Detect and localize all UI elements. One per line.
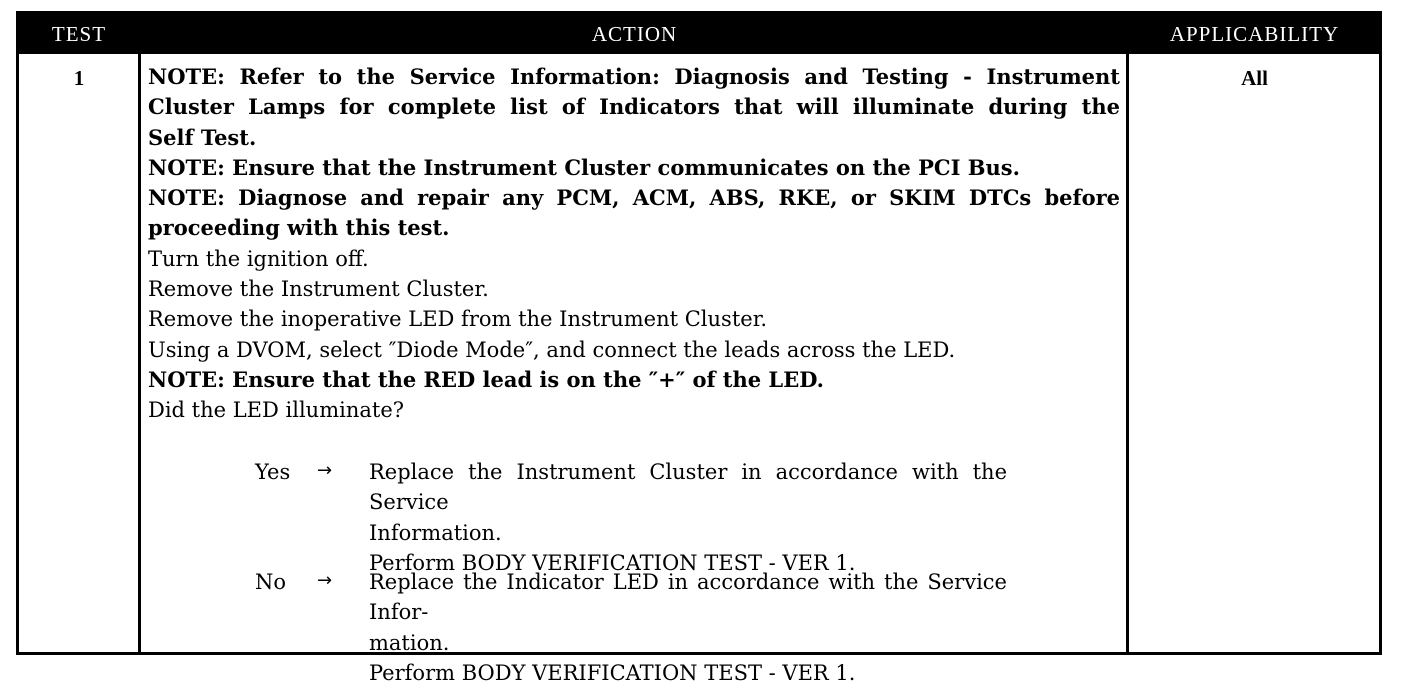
action-line: Self Test.: [148, 124, 257, 150]
action-line: Remove the inoperative LED from the Instrument Cluster.: [148, 307, 768, 332]
action-line: proceeding with this test.: [148, 215, 450, 241]
no-line: Replace the Indicator LED in accordance with the Service Infor-: [369, 570, 1007, 625]
no-line: Perform BODY VERIFICATION TEST - VER 1.: [369, 660, 856, 685]
yes-line: Perform BODY VERIFICATION TEST - VER 1.: [369, 550, 856, 575]
column-divider-action-applicability: [1126, 54, 1129, 655]
action-line: NOTE: Ensure that the Instrument Cluster communicates on the PCI Bus.: [148, 154, 1020, 180]
table-header-row: [19, 14, 1379, 54]
action-line: Remove the Instrument Cluster.: [148, 277, 489, 302]
action-line: NOTE: Ensure that the RED lead is on the ″+″ of the LED.: [148, 366, 824, 392]
action-cell: [148, 62, 1120, 426]
action-line: NOTE: Diagnose and repair any PCM, ACM, ABS, RKE, or SKIM DTCs before: [148, 185, 1120, 211]
yes-line: Information.: [369, 520, 502, 545]
action-line: Turn the ignition off.: [148, 246, 369, 271]
header-test: TEST: [51, 22, 107, 46]
no-instructions: [369, 567, 1007, 688]
action-line: Using a DVOM, select ″Diode Mode″, and connect the leads across the LED.: [148, 337, 956, 362]
applicability-value: All: [1241, 66, 1268, 90]
no-label: No: [255, 570, 287, 594]
test-number: 1: [73, 66, 85, 90]
yes-line: Replace the Instrument Cluster in accordance with the Service: [369, 460, 1007, 515]
header-applicability: APPLICABILITY: [1169, 22, 1340, 46]
column-divider-test-action: [138, 54, 141, 655]
yes-instructions: [369, 457, 1007, 578]
action-line: Cluster Lamps for complete list of Indicators that will illuminate during the: [148, 94, 1120, 120]
no-arrow-icon: →: [317, 570, 333, 591]
yes-arrow-icon: →: [317, 460, 333, 481]
header-action: ACTION: [591, 22, 678, 46]
yes-label: Yes: [255, 460, 291, 484]
no-line: mation.: [369, 630, 450, 655]
action-line: NOTE: Refer to the Service Information: Diagnosis and Testing - Instrument: [148, 64, 1120, 89]
diagnostic-test-table: [16, 11, 1382, 685]
action-line: Did the LED illuminate?: [148, 398, 404, 423]
